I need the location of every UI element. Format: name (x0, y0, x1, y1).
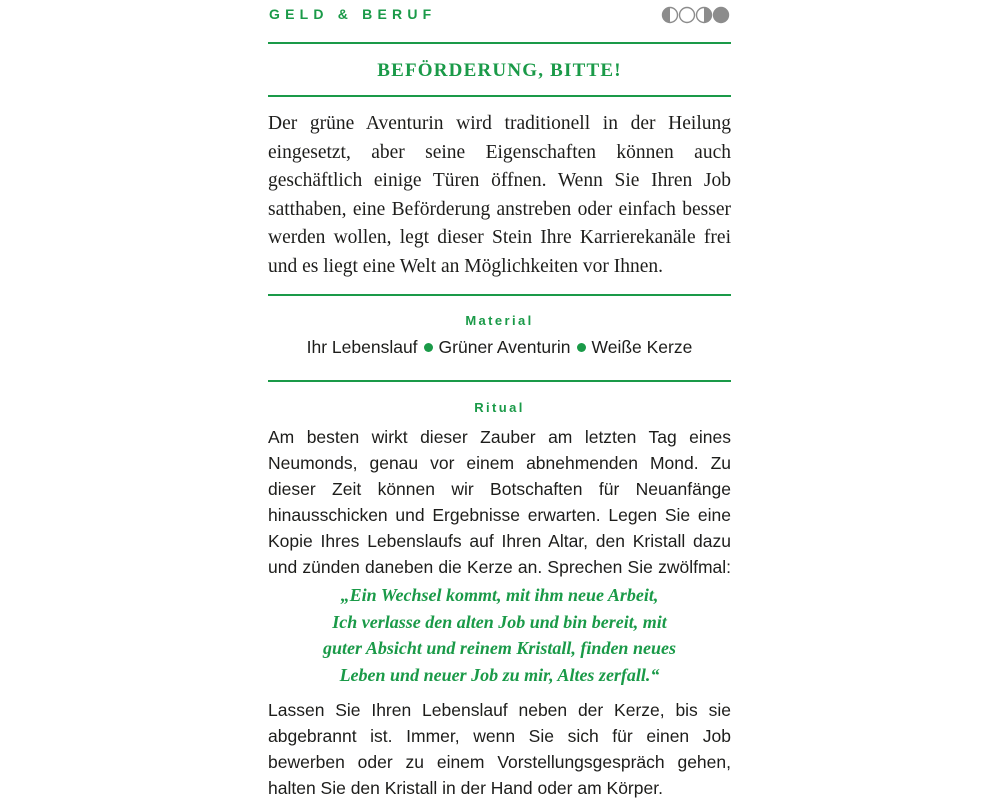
intro-line: Der grüne Aventurin wird traditionell in der Heilung (268, 113, 731, 134)
divider-material-top (268, 294, 731, 296)
divider-title (268, 95, 731, 97)
waning-half-moon-icon (663, 8, 678, 23)
bullet-icon (577, 343, 586, 352)
article-title: BEFÖRDERUNG, BITTE! (377, 60, 622, 81)
material-list (268, 337, 731, 358)
ritual-line: Neumonds, genau vor einem abnehmenden Mond. Zu (268, 453, 731, 473)
closing-line: abgebrannt ist. Immer, wenn Sie sich für einen Job (268, 726, 731, 746)
intro-paragraph (268, 110, 731, 282)
divider-material-bottom (268, 380, 731, 382)
intro-line: eingesetzt, aber seine Eigenschaften können auch (268, 141, 731, 163)
quote-line: „Ein Wechsel kommt, mit ihm neue Arbeit, (340, 585, 659, 605)
material-item: Ihr Lebenslauf (306, 337, 418, 357)
intro-line: werden wollen, legt dieser Stein Ihre Karrierekanäle frei (268, 227, 731, 249)
quote-line: Leben und neuer Job zu mir, Altes zerfall.“ (339, 664, 660, 685)
material-item: Grüner Aventurin (438, 337, 571, 357)
material-item: Weiße Kerze (591, 337, 693, 357)
ritual-line: Am besten wirkt dieser Zauber am letzten Tag eines (268, 427, 731, 447)
closing-paragraph (268, 697, 731, 801)
intro-line: geschäftlich einige Türen öffnen. Wenn Sie Ihren Job (268, 170, 731, 192)
intro-line: satthaben, eine Beförderung anstreben oder einfach besser (268, 198, 731, 220)
new-moon-icon (680, 8, 695, 23)
section-label: GELD & BERUF (269, 6, 437, 22)
closing-line: Lassen Sie Ihren Lebenslauf neben der Kerze, bis sie (268, 700, 731, 720)
closing-line: halten Sie den Kristall in der Hand oder am Körper. (268, 778, 663, 798)
full-moon-icon (714, 8, 729, 23)
page-header (268, 0, 731, 36)
ritual-paragraph (268, 424, 731, 580)
ritual-line: und zünden daneben die Kerze an. Sprechen Sie zwölfmal: (268, 557, 731, 577)
intro-line: und es liegt eine Welt an Möglichkeiten vor Ihnen. (268, 255, 664, 277)
ritual-line: Kopie Ihres Lebenslaufs auf Ihren Altar, den Kristall dazu (268, 531, 731, 551)
divider-top (268, 42, 731, 44)
bullet-icon (424, 343, 433, 352)
moon-phases-icon (661, 5, 731, 25)
book-page (268, 0, 731, 800)
waxing-half-moon-icon (697, 8, 712, 23)
incantation-quote (268, 582, 731, 688)
material-heading: Material (465, 313, 534, 328)
closing-line: bewerben oder zu einem Vorstellungsgespräch gehen, (268, 752, 731, 772)
ritual-line: dieser Zeit können wir Botschaften für Neuanfänge (268, 479, 731, 499)
ritual-line: hinausschicken und Ergebnisse erwarten. Legen Sie eine (268, 505, 731, 525)
quote-line: Ich verlasse den alten Job und bin bereit, mit (332, 611, 667, 632)
ritual-heading: Ritual (474, 400, 525, 415)
quote-line: guter Absicht und reinem Kristall, finden neues (323, 638, 676, 658)
